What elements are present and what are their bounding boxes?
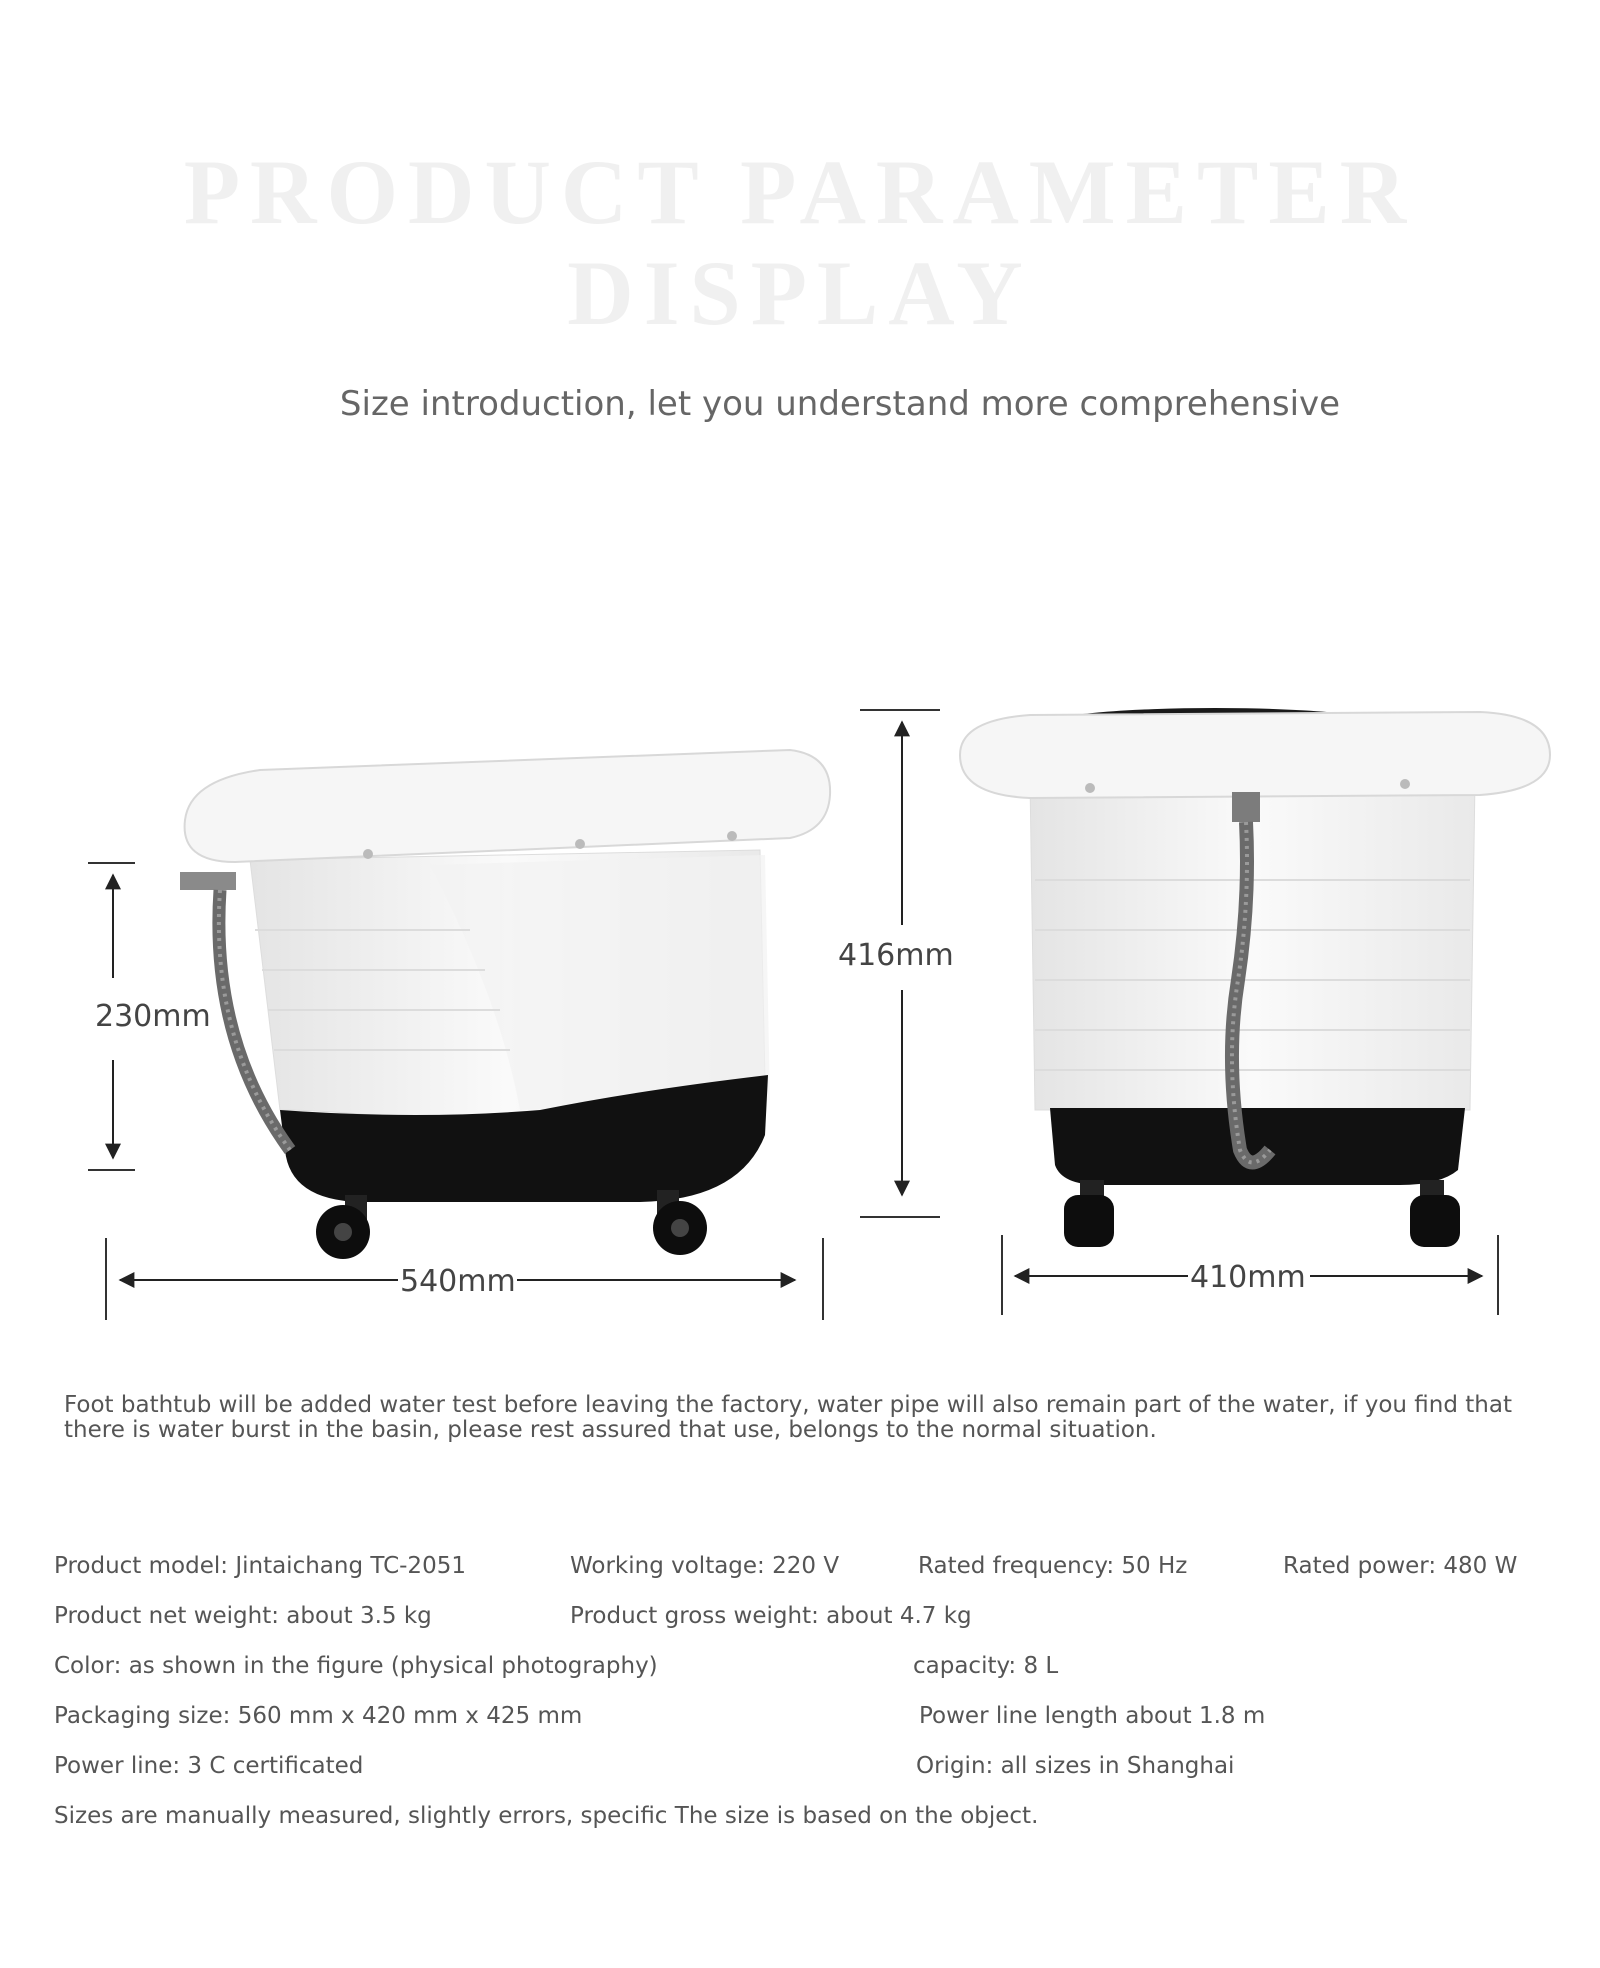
spec-rated-frequency: Rated frequency: 50 Hz — [918, 1553, 1188, 1579]
spec-origin: Origin: all sizes in Shanghai — [916, 1753, 1235, 1779]
dimension-label-230: 230mm — [95, 999, 211, 1034]
spec-power-line: Power line: 3 C certificated — [54, 1753, 364, 1779]
dimension-label-416: 416mm — [838, 938, 954, 973]
background-title-line-2: DISPLAY — [567, 242, 1033, 344]
spec-disclaimer: Sizes are manually measured, slightly errors, specific The size is based on the object. — [54, 1803, 1039, 1829]
dimension-540mm — [106, 1238, 823, 1320]
page-subtitle: Size introduction, let you understand more comprehensive — [339, 384, 1341, 424]
side-view-footbath — [180, 750, 830, 1259]
factory-water-test-note: Foot bathtub will be added water test before leaving the factory, water pipe will also remain part of the water, if you find that there is water burst in the basin, please rest assured that use, belongs to the normal situation. — [64, 1392, 1512, 1443]
spec-color: Color: as shown in the figure (physical photography) — [54, 1653, 658, 1679]
product-dimension-figure — [0, 680, 1600, 1360]
spec-packaging-size: Packaging size: 560 mm x 420 mm x 425 mm — [54, 1703, 583, 1729]
dimension-230mm — [88, 863, 211, 1170]
spec-net-weight: Product net weight: about 3.5 kg — [54, 1603, 432, 1629]
spec-product-model: Product model: Jintaichang TC-2051 — [54, 1553, 466, 1579]
spec-working-voltage: Working voltage: 220 V — [570, 1553, 840, 1579]
dimension-416mm — [838, 710, 954, 1217]
spec-power-line-length: Power line length about 1.8 m — [919, 1703, 1266, 1729]
background-title-line-1: PRODUCT PARAMETER — [183, 141, 1417, 243]
spec-gross-weight: Product gross weight: about 4.7 kg — [570, 1603, 972, 1629]
front-view-footbath — [960, 708, 1550, 1247]
dimension-label-540: 540mm — [400, 1264, 516, 1299]
dimension-410mm — [1002, 1235, 1498, 1315]
spec-rated-power: Rated power: 480 W — [1283, 1553, 1518, 1579]
spec-capacity: capacity: 8 L — [913, 1653, 1059, 1679]
dimension-label-410: 410mm — [1190, 1260, 1306, 1295]
